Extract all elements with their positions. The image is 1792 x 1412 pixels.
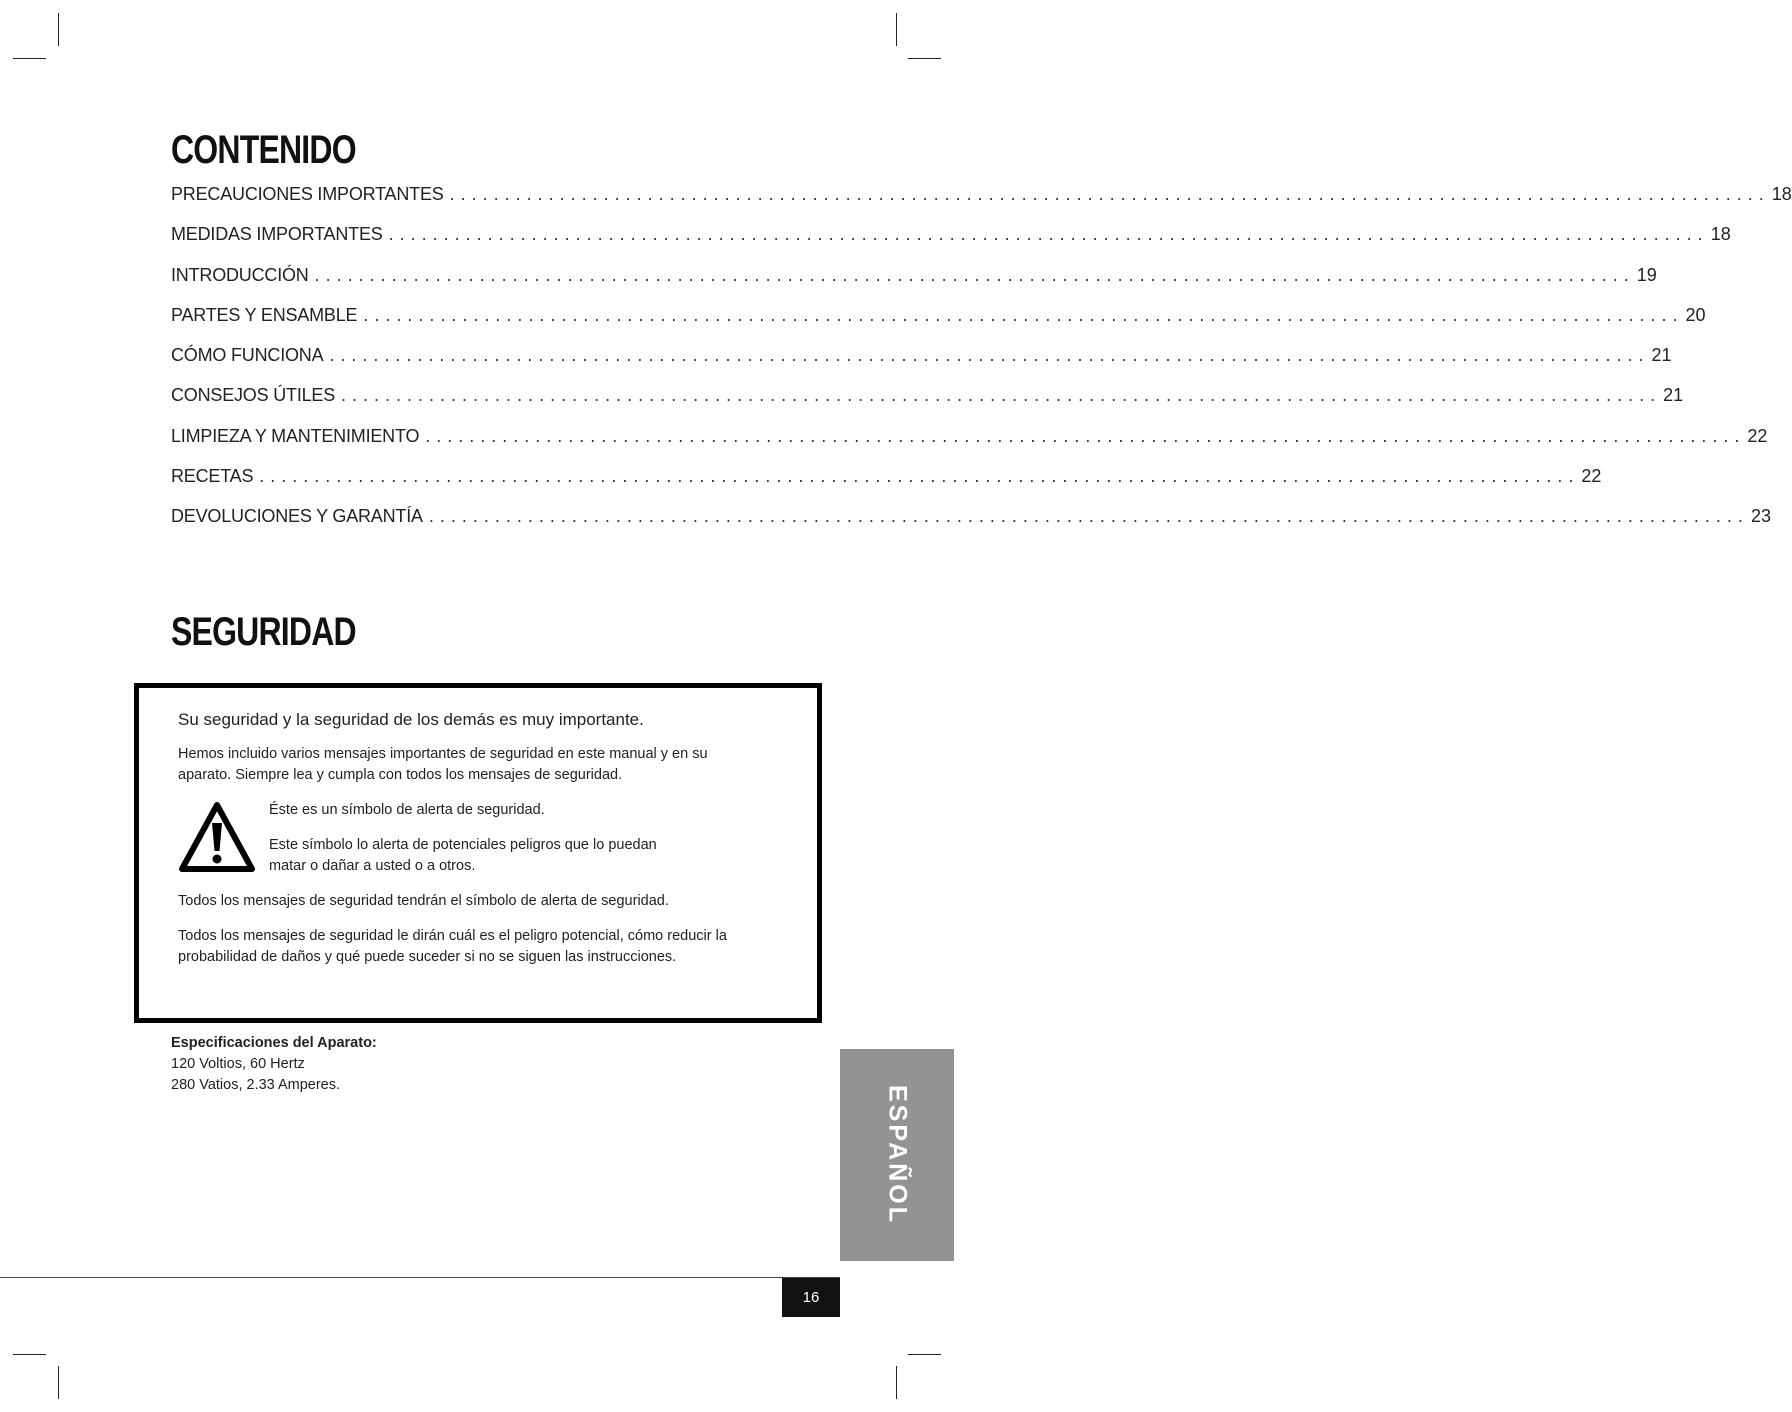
crop-mark bbox=[896, 1366, 897, 1399]
specs-line: 120 Voltios, 60 Hertz bbox=[171, 1056, 305, 1072]
warning-triangle-icon bbox=[179, 801, 255, 873]
crop-mark bbox=[896, 13, 897, 46]
toc-entry-page: 22 bbox=[1747, 425, 1768, 446]
toc-leader-dots: ........................................................................................................................ bbox=[425, 425, 1746, 446]
toc-entry-page: 21 bbox=[1663, 385, 1684, 406]
specs-title: Especificaciones del Aparato: bbox=[171, 1035, 377, 1051]
toc-leader-dots: ........................................................................................................................ bbox=[259, 466, 1580, 487]
language-tab[interactable] bbox=[840, 1049, 954, 1261]
toc-entry-page: 18 bbox=[1710, 224, 1731, 245]
toc-leader-dots: ........................................................................................................................ bbox=[449, 184, 1770, 204]
safety-all-messages-text: Todos los mensajes de seguridad tendrán el símbolo de alerta de seguridad. bbox=[178, 893, 669, 909]
appliance-specifications bbox=[171, 1033, 377, 1096]
specs-line: 280 Vatios, 2.33 Amperes. bbox=[171, 1077, 341, 1093]
toc-entry[interactable] bbox=[171, 224, 1731, 264]
toc-leader-dots: ........................................................................................................................ bbox=[314, 264, 1635, 285]
footer-divider bbox=[0, 1277, 840, 1278]
toc-entry[interactable] bbox=[171, 304, 1706, 345]
safety-tell-text: Todos los mensajes de seguridad le dirán cuál es el peligro potencial, cómo reducir la probabilidad de daños y qué puede suceder si no se siguen las instrucciones. bbox=[178, 928, 727, 965]
toc-entry-label: RECETAS bbox=[171, 466, 254, 487]
toc-entry-label: PARTES Y ENSAMBLE bbox=[171, 304, 358, 325]
safety-lead-text: Su seguridad y la seguridad de los demás es muy importante. bbox=[178, 710, 644, 729]
safety-hazard-text: Este símbolo lo alerta de potenciales peligros que lo puedan matar o dañar a usted o a otros. bbox=[269, 837, 657, 874]
crop-mark bbox=[908, 1354, 941, 1355]
toc-entry-label: CÓMO FUNCIONA bbox=[171, 345, 324, 366]
safety-intro-text: Hemos incluido varios mensajes importantes de seguridad en este manual y en su aparato. Siempre lea y cumpla con todos los mensajes de seguridad. bbox=[178, 746, 708, 783]
toc-entry-page: 19 bbox=[1636, 264, 1657, 285]
toc-entry-label: CONSEJOS ÚTILES bbox=[171, 385, 336, 406]
toc-entry-page: 21 bbox=[1651, 345, 1672, 366]
toc-leader-dots: ........................................................................................................................ bbox=[341, 385, 1662, 406]
crop-mark bbox=[13, 1354, 46, 1355]
safety-symbol-text: Éste es un símbolo de alerta de seguridad. bbox=[269, 802, 545, 818]
toc-entry-label: INTRODUCCIÓN bbox=[171, 264, 309, 285]
crop-mark bbox=[58, 13, 59, 46]
toc-entry-page: 23 bbox=[1750, 506, 1771, 527]
toc-entry[interactable] bbox=[171, 345, 1672, 385]
toc-entry[interactable] bbox=[171, 184, 1792, 224]
toc-entry-page: 20 bbox=[1685, 304, 1706, 325]
toc-entry-page: 18 bbox=[1771, 184, 1792, 204]
table-of-contents bbox=[171, 184, 1792, 547]
language-tab-label: ESPAÑOL bbox=[883, 1085, 912, 1225]
toc-leader-dots: ........................................................................................................................ bbox=[428, 506, 1749, 527]
toc-entry[interactable] bbox=[171, 425, 1768, 466]
toc-entry[interactable] bbox=[171, 466, 1602, 506]
toc-entry-label: PRECAUCIONES IMPORTANTES bbox=[171, 184, 444, 204]
toc-entry[interactable] bbox=[171, 506, 1771, 546]
toc-entry[interactable] bbox=[171, 385, 1684, 425]
toc-entry[interactable] bbox=[171, 264, 1657, 305]
crop-mark bbox=[908, 58, 941, 59]
toc-entry-page: 22 bbox=[1581, 466, 1602, 487]
crop-mark bbox=[58, 1366, 59, 1399]
page-number: 16 bbox=[782, 1278, 840, 1317]
contents-title: CONTENIDO bbox=[171, 128, 356, 172]
toc-leader-dots: ........................................................................................................................ bbox=[363, 304, 1684, 325]
toc-entry-label: LIMPIEZA Y MANTENIMIENTO bbox=[171, 425, 420, 446]
toc-leader-dots: ........................................................................................................................ bbox=[329, 345, 1650, 366]
crop-mark bbox=[13, 58, 46, 59]
safety-title: SEGURIDAD bbox=[171, 610, 356, 654]
toc-entry-label: MEDIDAS IMPORTANTES bbox=[171, 224, 383, 245]
toc-entry-label: DEVOLUCIONES Y GARANTÍA bbox=[171, 506, 423, 527]
toc-leader-dots: ........................................................................................................................ bbox=[388, 224, 1709, 245]
safety-notice-box bbox=[134, 683, 822, 1023]
